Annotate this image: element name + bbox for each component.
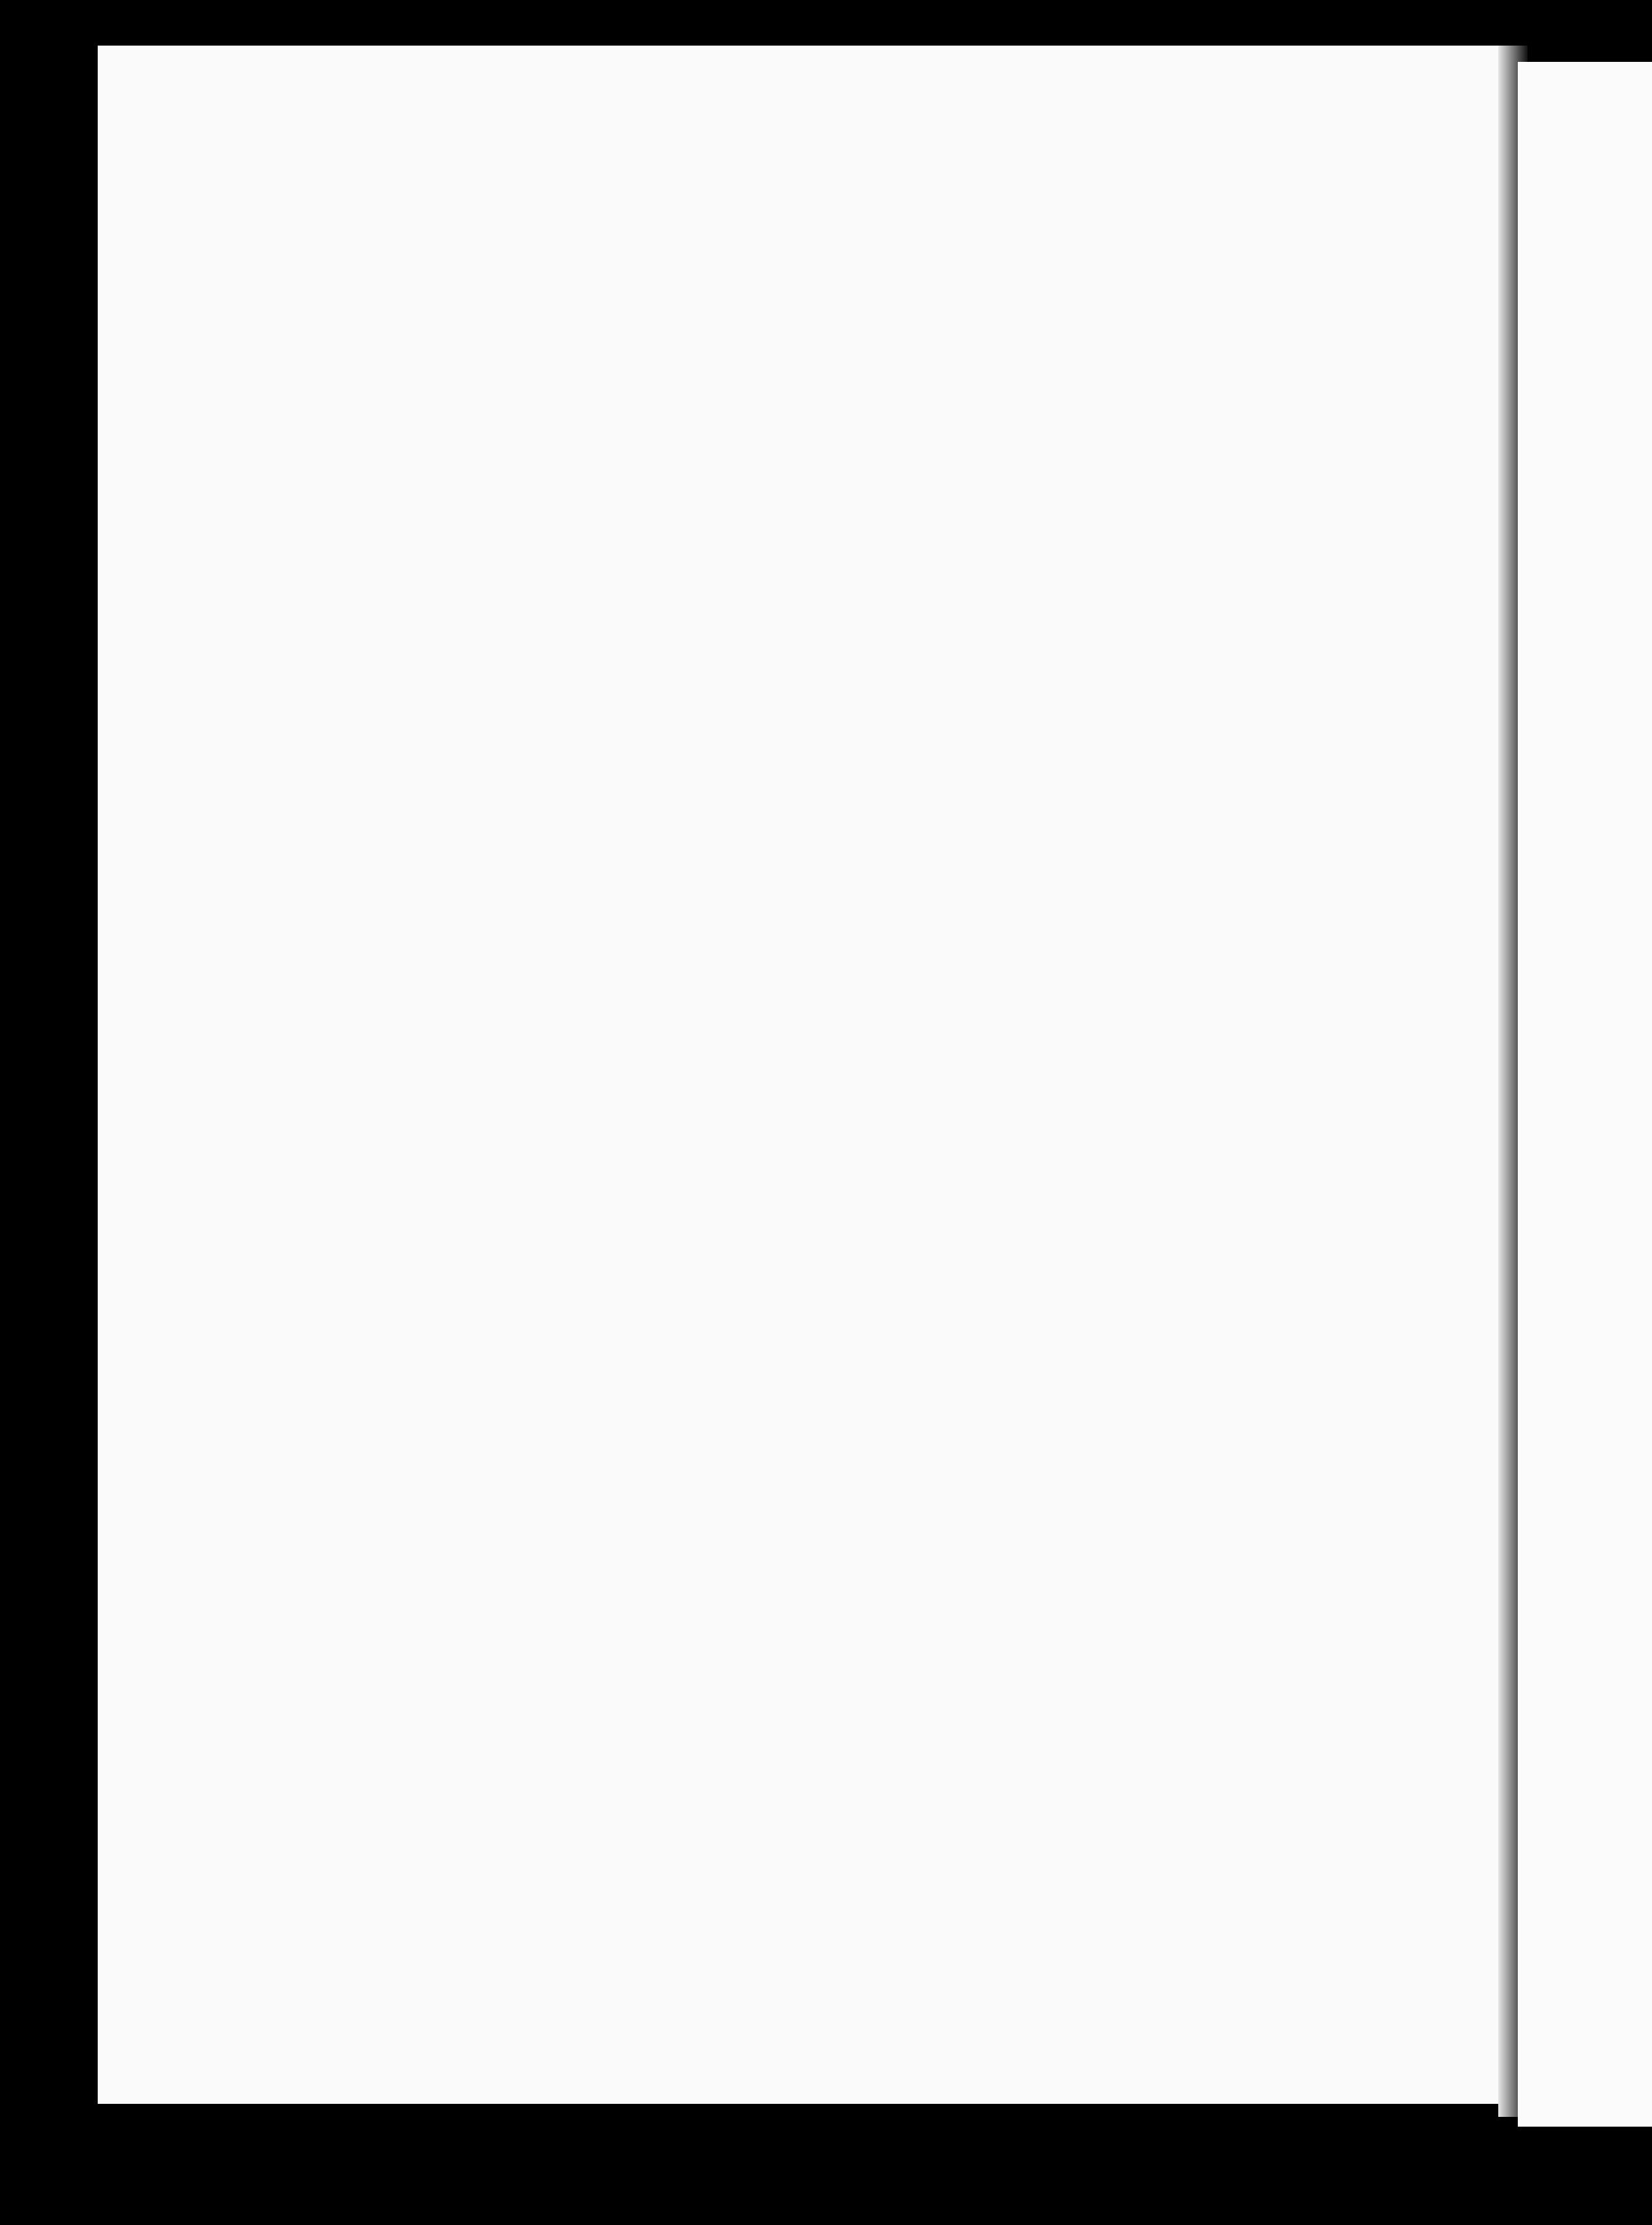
left-page [98,46,1502,2104]
page-body [498,238,1374,304]
right-page [1518,62,1652,2127]
running-head [502,179,1378,225]
